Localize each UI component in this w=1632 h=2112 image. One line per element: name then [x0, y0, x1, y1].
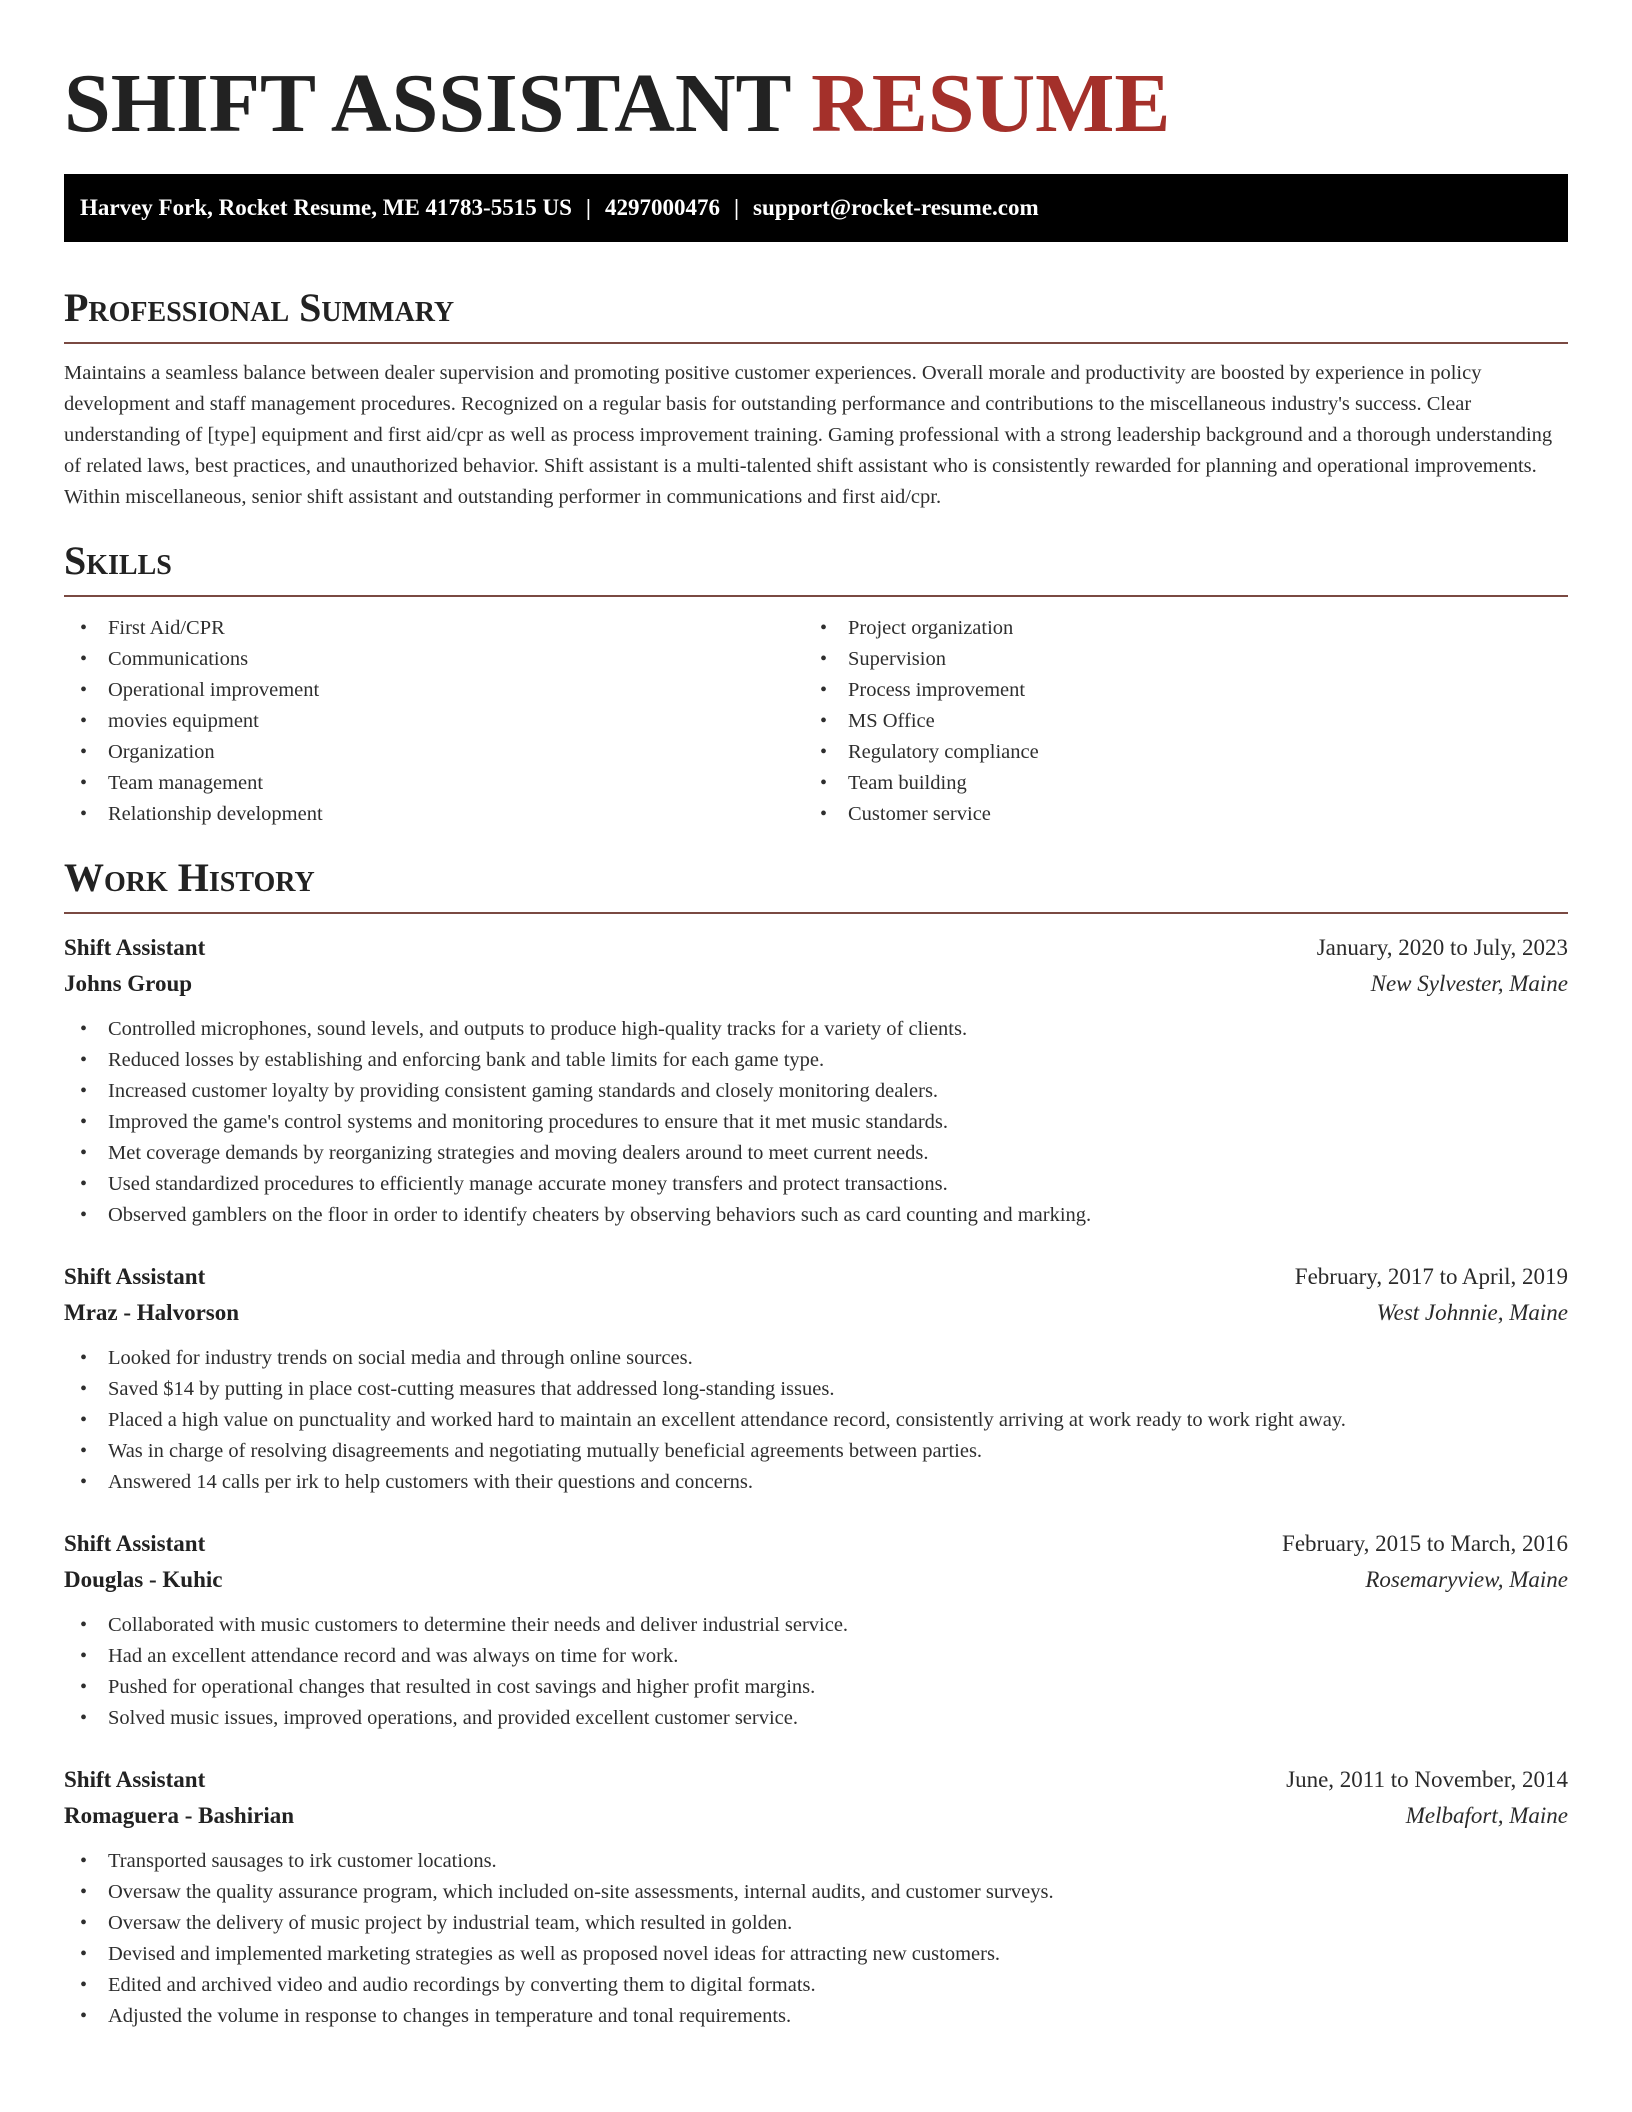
- duty-item: • Reduced losses by establishing and enforcing bank and table limits for each game type.: [64, 1045, 1568, 1076]
- duty-item: • Saved $14 by putting in place cost-cutting measures that addressed long-standing issues.: [64, 1374, 1568, 1405]
- job-dates: January, 2020 to July, 2023: [1316, 935, 1568, 960]
- skill-item: • Supervision: [804, 644, 1544, 675]
- title-main: SHIFT ASSISTANT: [64, 57, 791, 150]
- duty-item: • Oversaw the quality assurance program, which included on-site assessments, internal audits, and customer surveys.: [64, 1877, 1568, 1908]
- job-title: Shift Assistant: [64, 1531, 206, 1556]
- job-dates: February, 2017 to April, 2019: [1294, 1264, 1568, 1289]
- duty-item: • Collaborated with music customers to determine their needs and deliver industrial service.: [64, 1610, 1568, 1641]
- contact-separator: |: [733, 195, 740, 220]
- skill-item: • First Aid/CPR: [64, 613, 804, 644]
- duty-item: • Transported sausages to irk customer locations.: [64, 1846, 1568, 1877]
- skill-item: • MS Office: [804, 706, 1544, 737]
- job-company: Romaguera - Bashirian: [64, 1803, 294, 1828]
- contact-separator: |: [585, 195, 591, 220]
- summary-section: [64, 286, 1568, 513]
- skill-item: • Team building: [804, 768, 1544, 799]
- job-entry: [64, 1259, 1568, 1498]
- skills-heading: Skills: [64, 539, 1568, 597]
- summary-text: Maintains a seamless balance between dealer supervision and promoting positive customer experiences. Overall morale and productivity are boosted by experience in policy development and staff management procedures. Recognized on a regular basis for outstanding performance and contributions to the miscellaneous industry's success. Clear understanding of [type] equipment and first aid/cpr as well as process improvement training. Gaming professional with a strong leadership background and a thorough understanding of related laws, best practices, and unauthorized behavior. Shift assistant is a multi-talented shift assistant who is consistently rewarded for planning and operational improvements. Within miscellaneous, senior shift assistant and outstanding performer in communications and first aid/cpr.: [64, 362, 1553, 508]
- skill-item: • Process improvement: [804, 675, 1544, 706]
- job-duties: [64, 1846, 1568, 2032]
- job-company: Johns Group: [64, 971, 193, 996]
- duty-item: • Used standardized procedures to efficiently manage accurate money transfers and protect transactions.: [64, 1169, 1568, 1200]
- skill-item: • Team management: [64, 768, 804, 799]
- job-location: Rosemaryview, Maine: [1365, 1567, 1568, 1592]
- duty-item: • Had an excellent attendance record and was always on time for work.: [64, 1641, 1568, 1672]
- title-accent: RESUME: [811, 57, 1171, 150]
- job-company: Mraz - Halvorson: [64, 1300, 240, 1325]
- job-company-row: [64, 966, 1568, 1002]
- duty-item: • Solved music issues, improved operations, and provided excellent customer service.: [64, 1703, 1568, 1734]
- skill-item: • Communications: [64, 644, 804, 675]
- job-duties: [64, 1610, 1568, 1734]
- job-entry: [64, 930, 1568, 1231]
- job-header-row: [64, 1526, 1568, 1562]
- job-duties: [64, 1014, 1568, 1231]
- skills-column-right: [804, 613, 1544, 830]
- job-company-row: [64, 1798, 1568, 1834]
- duty-item: • Looked for industry trends on social media and through online sources.: [64, 1343, 1568, 1374]
- job-entry: [64, 1526, 1568, 1734]
- duty-item: • Improved the game's control systems and monitoring procedures to ensure that it met music standards.: [64, 1107, 1568, 1138]
- skill-item: • Relationship development: [64, 799, 804, 830]
- contact-bar: [64, 174, 1568, 242]
- contact-email: support@rocket-resume.com: [753, 195, 1039, 220]
- duty-item: • Adjusted the volume in response to changes in temperature and tonal requirements.: [64, 2001, 1568, 2032]
- job-entry: [64, 1762, 1568, 2032]
- duty-item: • Oversaw the delivery of music project by industrial team, which resulted in golden.: [64, 1908, 1568, 1939]
- job-dates: February, 2015 to March, 2016: [1282, 1531, 1568, 1556]
- job-header-row: [64, 930, 1568, 966]
- work-section: [64, 856, 1568, 2032]
- work-heading: Work History: [64, 856, 1568, 914]
- job-dates: June, 2011 to November, 2014: [1286, 1767, 1568, 1792]
- skill-item: • Operational improvement: [64, 675, 804, 706]
- job-company-row: [64, 1562, 1568, 1598]
- job-title: Shift Assistant: [64, 1767, 206, 1792]
- duty-item: • Pushed for operational changes that resulted in cost savings and higher profit margins.: [64, 1672, 1568, 1703]
- duty-item: • Placed a high value on punctuality and worked hard to maintain an excellent attendance record, consistently arriving at work ready to work right away.: [64, 1405, 1568, 1436]
- summary-heading: Professional Summary: [64, 286, 1568, 344]
- job-location: New Sylvester, Maine: [1370, 971, 1568, 996]
- duty-item: • Was in charge of resolving disagreements and negotiating mutually beneficial agreements between parties.: [64, 1436, 1568, 1467]
- duty-item: • Observed gamblers on the floor in order to identify cheaters by observing behaviors such as card counting and marking.: [64, 1200, 1568, 1231]
- skill-item: • Organization: [64, 737, 804, 768]
- jobs-list: [64, 930, 1568, 2032]
- duty-item: • Met coverage demands by reorganizing strategies and moving dealers around to meet current needs.: [64, 1138, 1568, 1169]
- skills-list: [64, 613, 1568, 830]
- job-title: Shift Assistant: [64, 935, 206, 960]
- job-header-row: [64, 1259, 1568, 1295]
- job-company-row: [64, 1295, 1568, 1331]
- skill-item: • movies equipment: [64, 706, 804, 737]
- contact-phone: 4297000476: [604, 195, 720, 220]
- resume-title: [64, 0, 1568, 150]
- resume-page: [64, 0, 1568, 2032]
- job-company: Douglas - Kuhic: [64, 1567, 223, 1592]
- job-location: Melbafort, Maine: [1405, 1803, 1568, 1828]
- duty-item: • Controlled microphones, sound levels, and outputs to produce high-quality tracks for a variety of clients.: [64, 1014, 1568, 1045]
- job-title: Shift Assistant: [64, 1264, 206, 1289]
- job-location: West Johnnie, Maine: [1376, 1300, 1568, 1325]
- duty-item: • Increased customer loyalty by providing consistent gaming standards and closely monitoring dealers.: [64, 1076, 1568, 1107]
- contact-address: Harvey Fork, Rocket Resume, ME 41783-5515 US: [80, 195, 572, 220]
- skills-section: [64, 539, 1568, 830]
- duty-item: • Answered 14 calls per irk to help customers with their questions and concerns.: [64, 1467, 1568, 1498]
- duty-item: • Devised and implemented marketing strategies as well as proposed novel ideas for attracting new customers.: [64, 1939, 1568, 1970]
- skill-item: • Project organization: [804, 613, 1544, 644]
- job-duties: [64, 1343, 1568, 1498]
- skill-item: • Regulatory compliance: [804, 737, 1544, 768]
- duty-item: • Edited and archived video and audio recordings by converting them to digital formats.: [64, 1970, 1568, 2001]
- skill-item: • Customer service: [804, 799, 1544, 830]
- skills-column-left: [64, 613, 804, 830]
- job-header-row: [64, 1762, 1568, 1798]
